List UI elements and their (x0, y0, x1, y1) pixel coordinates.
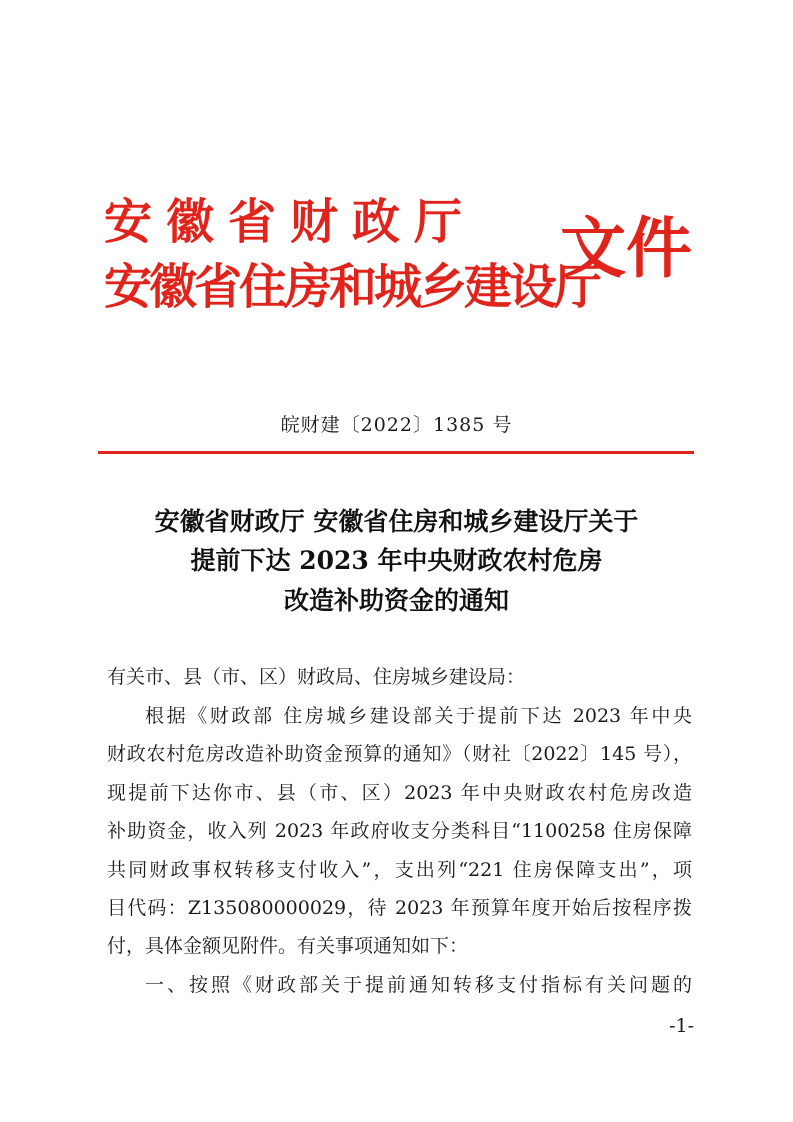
document-type-label: 文件 (560, 209, 692, 287)
document-title-line-1: 安徽省财政厅 安徽省住房和城乡建设厅关于 (154, 507, 639, 536)
body-line: 现提前下达你市、县（市、区）2023 年中央财政农村危房改造 (107, 782, 692, 804)
salutation: 有关市、县（市、区）财政局、住房城乡建设局： (107, 666, 526, 688)
body-line: 补助资金，收入列 2023 年政府收支分类科目“1100258 住房保障 (107, 820, 692, 842)
body-line: 根据《财政部 住房城乡建设部关于提前下达 2023 年中央 (145, 705, 692, 727)
document-title-line-3: 改造补助资金的通知 (283, 586, 509, 615)
red-divider-rule (98, 451, 694, 454)
body-line: 目代码：Z135080000029，待 2023 年预算年度开始后按程序拨 (107, 897, 692, 919)
body-line: 一、按照《财政部关于提前通知转移支付指标有关问题的 (145, 974, 692, 996)
issuing-authority-line-1: 安徽省财政厅 (104, 194, 477, 250)
body-line: 共同财政事权转移支付收入”，支出列“221 住房保障支出”，项 (107, 859, 692, 881)
issuing-authority-line-2: 安徽省住房和城乡建设厅 (104, 259, 600, 315)
body-line: 财政农村危房改造补助资金预算的通知》（财社〔2022〕145 号）， (107, 743, 692, 765)
body-line: 付，具体金额见附件。有关事项通知如下： (107, 935, 469, 957)
document-title-line-2: 提前下达 2023 年中央财政农村危房 (190, 546, 603, 575)
document-number: 皖财建〔2022〕1385 号 (280, 414, 513, 436)
page-number: -1- (669, 1015, 694, 1037)
